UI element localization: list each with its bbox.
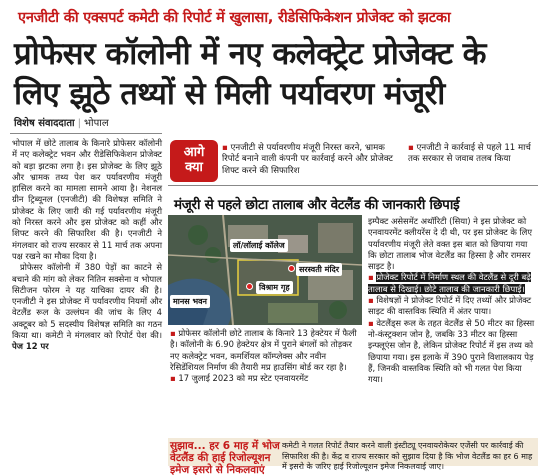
aage-kya-box: [170, 140, 218, 182]
left-paragraph-2: प्रोफेसर कॉलोनी में 380 पेड़ों का काटने से बचाने की मांग को लेकर नितिन सक्सेना व भोपाल सिटीजन फोरम ने यह याचिका दायर की है। एनजीटी ने इस प्रोजेक्ट में पर्यावरणीय नियमों और वेटलैंड रूल के उल्लंघन की जांच के लिए 4 अक्टूबर को 5 सदस्यीय विशेषज्ञ समिति का गठन किया था। कमेटी ने मंगलवार को रिपोर्ट पेश की। पेज 12 पर: [12, 262, 162, 352]
byline-place: भोपाल: [84, 118, 109, 129]
left-column: [12, 138, 162, 353]
map-bullets: [170, 328, 362, 384]
kicker-part2: रीडेसिफिकेशन प्रोजेक्ट को झटका: [278, 10, 451, 26]
kicker-part1: एनजीटी की एक्सपर्ट कमेटी की रिपोर्ट में खुलासा,: [18, 10, 274, 26]
map-bullet-2: ▪ 17 जुलाई 2023 को मप्र स्टेट एनवायरमेंट: [170, 373, 309, 384]
aerial-map: [168, 215, 362, 325]
teaser-1: ▪ एनजीटी से पर्यावरणीय मंजूरी निरस्त करने, भ्रामक रिपोर्ट बनाने वाली कंपनी पर कार्रवाई करने और प्रोजेक्ट शिफ्ट करने की सिफारिश: [222, 143, 393, 176]
teaser-2: ▪ एनजीटी ने कार्रवाई से पहले 11 मार्च तक सरकार से जवाब तलब किया: [408, 143, 531, 165]
map-label-college: लॉ/लॉलाई कॉलेज: [230, 239, 288, 252]
byline-name: विशेष संवाददाता: [14, 118, 75, 129]
aage-line1: आगे: [183, 145, 205, 160]
right-paragraph-1: इम्पैक्ट असेसमेंट अथॉरिटी (सिया) ने इस प्रोजेक्ट को एनवायरमेंट क्लीयरेंस दे दी थी, पर इस प्रोजेक्ट के लिए पर्यावरणीय मंजूरी लेते वक्त इस बात को छिपाया गया कि छोटा तालाब भोज वेटलैंड का हिस्सा है और रामसर साइट है।: [368, 216, 532, 272]
map-pin-icon: [288, 265, 295, 272]
byline: विशेष संवाददाता | भोपाल: [14, 118, 109, 129]
right-bullet-3: ▪ वेटलैंड्स रूल के तहत वेटलैंड से 50 मीटर का हिस्सा नो-कंस्ट्रक्शन जोन है, जबकि 33 मीटर का हिस्सा इन्फ्लूएंस जोन है, लेकिन प्रोजेक्ट रिपोर्ट में इस तथ्य को छिपाया गया। इस इलाके में 390 पुराने विशालकाय पेड़ हैं, जिनकी वास्तविक स्थिति को भी गलत पेश किया गया।: [368, 317, 535, 385]
left-paragraph-1: भोपाल में छोटे तालाब के किनारे प्रोफेसर कॉलोनी में नए कलेक्ट्रेट भवन और रीडेसिफिकेशन प्रोजेक्ट को बड़ा झटका लगा है। इस प्रोजेक्ट के लिए झूठे और भ्रामक तथ्य पेश कर पर्यावरणीय मंजूरी हासिल करने का मामला सामने आया है। नेशनल ग्रीन ट्रिब्यूनल (एनजीटी) की विशेषज्ञ समिति ने प्रोजेक्ट के लिए जारी की गई पर्यावरणीय मंजूरी को निरस्त करने और इस प्रोजेक्ट को कहीं और शिफ्ट करने की सिफारिश की है। एनजीटी ने मंगलवार को राज्य सरकार से 11 मार्च तक अपना पक्ष रखने का मौका दिया है।: [12, 138, 162, 261]
map-title: मंजूरी से पहले छोटा तालाब और वेटलैंड की जानकारी छिपाई: [174, 197, 460, 213]
page-note: पेज 12 पर: [12, 341, 49, 352]
aage-line2: क्या: [185, 160, 203, 175]
right-bullet-1: ▪ प्रोजेक्ट रिपोर्ट में निर्माण स्थल की वेटलैंड से दूरी बढ़े तालाब से दिखाई। छोटे तालाब की जानकारी छिपाई।: [368, 272, 532, 294]
headline: प्रोफेसर कॉलोनी में नए कलेक्ट्रेट प्रोजेक्ट के लिए झूठे तथ्यों से मिली पर्यावरण मंजूरी: [14, 36, 486, 112]
right-bullet-2: ▪ विशेषज्ञों ने प्रोजेक्ट रिपोर्ट में दिए तथ्यों और प्रोजेक्ट साइट की वास्तविक स्थिति में अंतर पाया।: [368, 295, 532, 317]
map-label-manas: मानस भवन: [170, 295, 210, 308]
map-label-vishram: विश्राम गृह: [256, 281, 293, 294]
map-pin-icon: [246, 283, 253, 290]
divider: [10, 133, 162, 134]
right-column: [368, 216, 538, 385]
divider: [168, 185, 538, 186]
kicker: [18, 7, 451, 27]
bottom-text: कमेटी ने गलत रिपोर्ट तैयार करने वाली इंस्टीट्यू एनवायरोकेयर एजेंसी पर कार्रवाई की सिफारिश की है। केंद्र व राज्य सरकार को सुझाव दिया है कि भोज वेटलैंड का हर 6 माह में इसरो के जरिए हाई रिजोल्यूशन इमेज निकलवाई जाए।: [282, 441, 533, 471]
map-bullet-1: ▪ प्रोफेसर कॉलोनी छोटे तालाब के किनारे 13 हेक्टेयर में फैली है। कॉलोनी के 6.90 हेक्टेयर क्षेत्र में पुराने बंगलों को तोड़कर नए कलेक्ट्रेट भवन, कमर्शियल कॉम्प्लेक्स और नवीन रेसिडेंशियल निर्माण की तैयारी मप्र हाउसिंग बोर्ड कर रहा है।: [170, 328, 357, 372]
map-label-temple: सरस्वती मंदिर: [296, 263, 342, 276]
suggestion-pull-quote: सुझाव... हर 6 माह में भोज वेटलैंड की हाई रिजोल्यूशन इमेज इसरो से निकलवाएं: [170, 440, 280, 476]
